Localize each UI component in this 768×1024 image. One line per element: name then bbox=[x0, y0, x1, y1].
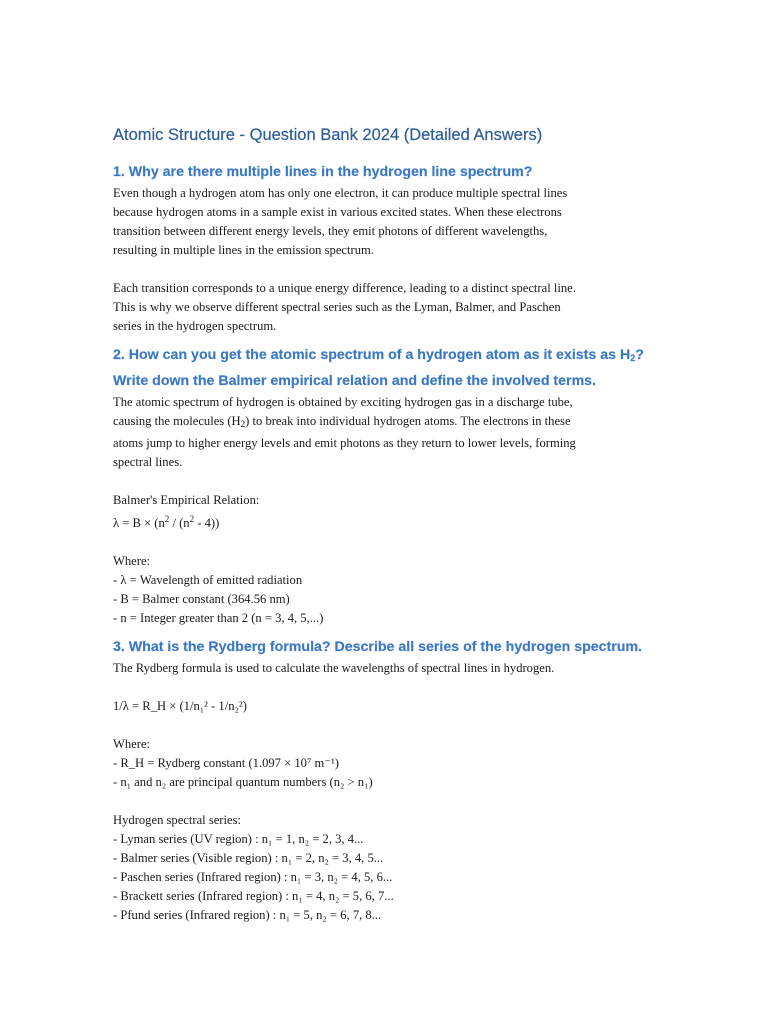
q1-line: transition between different energy levels, they emit photons of different wavelengths, bbox=[113, 224, 548, 238]
q2-line bbox=[113, 412, 658, 434]
formula-text: λ = B × (n bbox=[113, 516, 165, 530]
superscript: 2 bbox=[189, 514, 195, 524]
where-label: Where: bbox=[113, 554, 151, 568]
heading-text: 2. How can you get the atomic spectrum of a hydrogen atom as it exists as H bbox=[113, 347, 631, 363]
subscript: 2 bbox=[630, 353, 636, 363]
term-item: - n = Integer greater than 2 (n = 3, 4, 5,...) bbox=[113, 611, 324, 625]
line-text: causing the molecules (H bbox=[113, 414, 241, 428]
q1-line: because hydrogen atoms in a sample exist in various excited states. When these electrons bbox=[113, 205, 562, 219]
question-3-heading: 3. What is the Rydberg formula? Describe all series of the hydrogen spectrum. bbox=[113, 639, 643, 655]
document-title: Atomic Structure - Question Bank 2024 (Detailed Answers) bbox=[113, 126, 543, 144]
question-1-heading: 1. Why are there multiple lines in the hydrogen line spectrum? bbox=[113, 164, 533, 180]
rydberg-formula: 1/λ = R_H × (1/n₁² - 1/n₂²) bbox=[113, 699, 247, 713]
term-item: - n₁ and n₂ are principal quantum numbers (n₂ > n₁) bbox=[113, 775, 373, 789]
question-2-heading-line-2: Write down the Balmer empirical relation and define the involved terms. bbox=[113, 373, 597, 389]
q1-line: Even though a hydrogen atom has only one electron, it can produce multiple spectral lines bbox=[113, 186, 568, 200]
series-item: - Paschen series (Infrared region) : n₁ = 3, n₂ = 4, 5, 6... bbox=[113, 870, 393, 884]
spacer bbox=[113, 533, 658, 552]
q2-line: atoms jump to higher energy levels and emit photons as they return to lower levels, forming bbox=[113, 436, 576, 450]
balmer-relation bbox=[113, 510, 658, 533]
spacer bbox=[113, 716, 658, 735]
heading-text: ? bbox=[635, 347, 644, 363]
spacer bbox=[113, 472, 658, 491]
question-2-heading bbox=[113, 344, 658, 370]
question-2 bbox=[113, 344, 658, 628]
document-body bbox=[113, 123, 658, 925]
question-1 bbox=[113, 161, 658, 336]
series-item: - Brackett series (Infrared region) : n₁ = 4, n₂ = 5, 6, 7... bbox=[113, 889, 394, 903]
q2-line: spectral lines. bbox=[113, 455, 183, 469]
formula-text: - 4)) bbox=[194, 516, 220, 530]
series-item: - Pfund series (Infrared region) : n₁ = 5, n₂ = 6, 7, 8... bbox=[113, 908, 382, 922]
spacer bbox=[113, 260, 658, 279]
where-label: Where: bbox=[113, 737, 151, 751]
superscript: 2 bbox=[164, 514, 170, 524]
series-item: - Balmer series (Visible region) : n₁ = 2, n₂ = 3, 4, 5... bbox=[113, 851, 384, 865]
q2-line: The atomic spectrum of hydrogen is obtained by exciting hydrogen gas in a discharge tube, bbox=[113, 395, 573, 409]
line-text: ) to break into individual hydrogen atoms. The electrons in these bbox=[245, 414, 571, 428]
q3-intro: The Rydberg formula is used to calculate the wavelengths of spectral lines in hydrogen. bbox=[113, 661, 555, 675]
question-3 bbox=[113, 636, 658, 925]
term-item: - R_H = Rydberg constant (1.097 × 10⁷ m⁻¹) bbox=[113, 756, 339, 770]
q1-line: resulting in multiple lines in the emission spectrum. bbox=[113, 243, 374, 257]
series-item: - Lyman series (UV region) : n₁ = 1, n₂ = 2, 3, 4... bbox=[113, 832, 364, 846]
subscript: 2 bbox=[240, 419, 246, 429]
q1-line: Each transition corresponds to a unique energy difference, leading to a distinct spectral line. bbox=[113, 281, 576, 295]
spacer bbox=[113, 792, 658, 811]
balmer-relation-label: Balmer's Empirical Relation: bbox=[113, 493, 260, 507]
q1-line: This is why we observe different spectral series such as the Lyman, Balmer, and Paschen bbox=[113, 300, 561, 314]
series-label: Hydrogen spectral series: bbox=[113, 813, 241, 827]
term-item: - λ = Wavelength of emitted radiation bbox=[113, 573, 303, 587]
formula-text: / (n bbox=[169, 516, 190, 530]
q1-line: series in the hydrogen spectrum. bbox=[113, 319, 277, 333]
term-item: - B = Balmer constant (364.56 nm) bbox=[113, 592, 290, 606]
spacer bbox=[113, 678, 658, 697]
